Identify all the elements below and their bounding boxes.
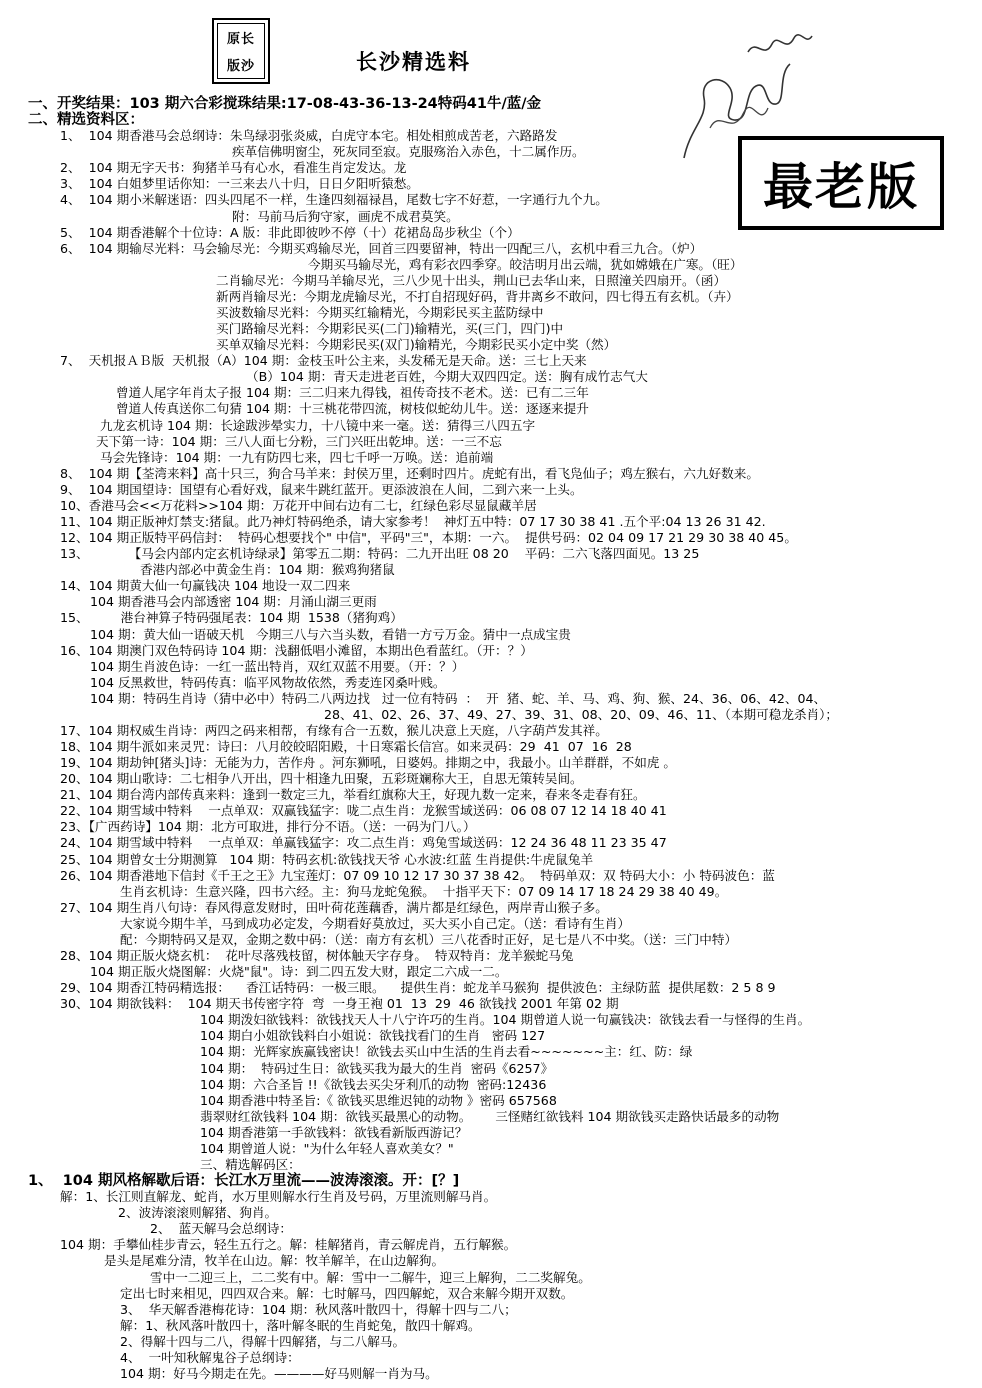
text-line: 9、 104 期国望诗：国望有心看好戏，鼠来牛跳红蓝开。更添波浪在人间，二到六来一上头。 (60, 482, 583, 497)
text-line: （B）104 期：青天走进老百姓，今期大双四四定。送：胸有成竹志气大 (246, 369, 648, 384)
text-line: 2、波涛滚滚则解猪、狗肖。 (118, 1205, 278, 1220)
text-line: 附：马前马后狗守家，画虎不成君莫笑。 (232, 209, 459, 224)
text-line: 1、 104 期香港马会总纲诗：朱鸟绿羽张炎威，白虎守本宅。相处相煎成苦老，六路路发 (60, 128, 558, 143)
text-line: 20、104 期山歌诗：二七相争八开出，四十相逢九田聚，五彩斑斓称大王，自思无策转吴间。 (60, 771, 583, 786)
text-line: 8、 104 期【荃湾来料】高十只三，狗合马羊来：封侯万里，还剩时四片。虎蛇有出，看飞凫仙子；鸡左猴右，六九好数来。 (60, 466, 759, 481)
text-line: 104 期香港马会内部透密 104 期：月涌山湖三更雨 (90, 594, 377, 609)
text-line: 曾道人传真送你二句猜 104 期：十三桃花带四流，树枝似蛇幼儿牛。送：逐逐来提升 (116, 401, 589, 416)
text-line: 天下第一诗：104 期：三八人面七分粉，三门兴旺出乾坤。送：一三不忘 (96, 434, 502, 449)
text-line: 曾道人尾字年肖太子报 104 期：三二归来九得钱，祖传奇技不老术。送：已有二三年 (116, 385, 589, 400)
text-line: 买单双输尽光料：今期彩民买(双门)输精光，今期彩民买小定中奖（然） (216, 337, 617, 352)
text-line: 5、 104 期香港解个十位诗：A 版：非此即彼吵不停（十）花裙岛岛步秋尘（个） (60, 225, 520, 240)
text-line: 104 期泼妇欲钱料：欲钱找天人十八宁许巧的生肖。104 期曾道人说一句赢钱决：欲钱去看一与怪得的生肖。 (200, 1012, 811, 1027)
text-line: 香港内部必中黄金生肖：104 期：猴鸡狗猪鼠 (140, 562, 395, 577)
text-line: 雪中一二迎三上，二二奖有中。解：雪中一二解牛，迎三上解狗，二二奖解兔。 (150, 1270, 591, 1285)
section-heading: 二、精选资料区： (28, 112, 144, 128)
text-line: 104 期：黄大仙一语破天机 今期三八与六当头数，看错一方亏万金。猜中一点成宝贵 (90, 627, 571, 642)
text-line: 24、104 期雪域中特料 一点单双：单赢钱猛字：攻二点生肖：鸡兔雪域送码：12 24 36 48 11 23 35 47 (60, 835, 667, 850)
text-line: 九龙玄机诗 104 期：长途跋涉晕实力，十八镜中来一毫。送：猜得三八四五字 (100, 418, 536, 433)
text-line: 2、 蓝天解马会总纲诗： (150, 1221, 292, 1236)
text-line: 104 期香港中特圣旨:《 欲钱买思维迟钝的动物 》密码 657568 (200, 1093, 557, 1108)
text-line: 6、 104 期输尽光料：马会输尽光：今期买鸡输尽光，回首三四要留神，特出一四配三八，玄机中看三九合。（炉） (60, 241, 703, 256)
text-line: 13、 【马会内部内定玄机诗绿录】第零五二期：特码：二九开出旺 08 20 平码：二六飞落四面见。13 25 (60, 546, 700, 561)
oldest-version-badge: 最老版 (738, 136, 944, 230)
text-line: 买波数输尽光料：今期买红输精光，今期彩民买主蓝防绿中 (216, 305, 544, 320)
logo-text-top: 原长 (226, 32, 255, 47)
text-line: 104 期：好马今期走在先。————好马则解一肖为马。 (120, 1366, 438, 1381)
text-line: 28、41、02、26、37、49、27、39、31、08、20、09、46、11、（本期可稳龙杀肖）； (324, 707, 839, 722)
text-line: 定出七时来相见，四四双合来。解：七时解马，四四解蛇，双合来解今期开双数。 (120, 1286, 574, 1301)
text-line: 11、104 期正版神灯禁支:猪鼠。此乃神灯特码绝杀，请大家参考！ 神灯五中特：07 17 30 38 41 .五个平:04 13 26 31 42. (60, 514, 766, 529)
text-line: 30、104 期欲钱料： 104 期天书传密字符 弯 一身王袍 01 13 29 46 欲钱找 2001 年第 02 期 (60, 996, 619, 1011)
logo-text-bottom: 版沙 (226, 59, 255, 74)
text-line: 2、得解十四与二八，得解十四解猪，与二八解马。 (120, 1334, 406, 1349)
text-line: 18、104 期牛派如来灵咒：诗曰：八月皎皎昭阳殿，十日寒霜长信宫。如来灵码：29 41 07 16 28 (60, 739, 632, 754)
text-line: 解：1、长江则直解龙、蛇肖，水万里则解水行生肖及号码，万里流则解马肖。 (60, 1189, 497, 1204)
text-line: 104 期香港第一手欲钱料：欲钱看新版西游记？ (200, 1125, 468, 1140)
text-line: 解：1、秋风落叶散四十，落叶解冬眠的生肖蛇兔，散四十解鸡。 (120, 1318, 481, 1333)
text-line: 104 反黑救世，特码传真：临平风物故依然，秀麦连冈桑叶贱。 (90, 675, 446, 690)
text-line: 是头是尾难分清，牧羊在山边。解：牧羊解羊，在山边解狗。 (104, 1253, 445, 1268)
text-line: 16、104 期澳门双色特码诗 104 期：浅翻低唱小滩留，本期出色看蓝红。（开：？） (60, 643, 533, 658)
text-line: 三、精选解码区： (200, 1157, 301, 1172)
text-line: 29、104 期香江特码精选报： 香江话特码：一极三眼。 提供生肖：蛇龙羊马猴狗 提供波色：主绿防蓝 提供尾数：2 5 8 9 (60, 980, 776, 995)
text-line: 23、【广西药诗】104 期：北方可取进，排行分不语。（送：一码为门八。） (60, 819, 476, 834)
text-line: 14、104 期黄大仙一句赢钱决 104 地设一双二四来 (60, 578, 351, 593)
text-line: 7、 天机报ＡＢ版 天机报（A）104 期：金枝玉叶公主来，头发稀无是天命。送：三七上天来 (60, 353, 587, 368)
text-line: 新两肖输尽光：今期龙虎输尽光，不打自招现好码，背井离乡不敢问，四七得五有玄机。（卉） (216, 289, 739, 304)
text-line: 15、 港台神算子特码强尾表：104 期 1538（猪狗鸡） (60, 610, 403, 625)
text-line: 19、104 期劫钟[猪头]诗：无能为力，苦作舟 。河东狮吼，日婆妈。排期之中，我最小。山羊群群，不如虎 。 (60, 755, 677, 770)
text-line: 25、104 期曾女士分期测算 104 期：特码玄机:欲钱找天爷 心水波:红蓝 生肖提供:牛虎鼠兔羊 (60, 852, 594, 867)
text-line: 104 期：手攀仙桂步青云，轻生五行之。解：桂解猪肖，青云解虎肖，五行解猴。 (60, 1237, 517, 1252)
section-heading: 1、 104 期风格解歇后语：长江水万里流——波涛滚滚。开：[？] (28, 1173, 460, 1189)
text-line: 配：今期特码又是双，金期之数中码：（送：南方有玄机）三八花香时正好，足七是八不中奖。（送：三门中特） (120, 932, 738, 947)
text-line: 27、104 期生肖八句诗：春风得意发财时，田叶荷花莲藕香，满片都是红绿色，两岸青山猴子多。 (60, 900, 608, 915)
text-line: 12、104 期正版特平码信封： 特码心想要找个" 中信"，平码"三"，本期：一六。 提供号码：02 04 09 17 21 29 30 38 40 45。 (60, 530, 797, 545)
text-line: 二肖输尽光：今期马羊输尽光，三八少见十出头，荆山已去华山来，日照潼关四扇开。（函） (216, 273, 727, 288)
text-line: 生肖玄机诗：生意兴隆，四书六经。主：狗马龙蛇兔猴。 十指平天下：07 09 14 17 18 24 29 38 40 49。 (120, 884, 728, 899)
result-line: 一、开奖结果：103 期六合彩搅珠结果:17-08-43-36-13-24特码41牛/蓝/金 (28, 96, 542, 112)
text-line: 10、香港马会<<万花料>>104 期：万花开中间右边有二七，红绿色彩尽显鼠藏羊居 (60, 498, 537, 513)
text-line: 22、104 期雪域中特料 一点单双：双赢钱猛字：咙二点生肖：龙猴雪域送码：06 08 07 12 14 18 40 41 (60, 803, 667, 818)
text-line: 104 期曾道人说："为什么年轻人喜欢美女？" (200, 1141, 454, 1156)
text-line: 104 期：光辉家族赢钱密诀！欲钱去买山中生活的生肖去看~~~~~~~主：红、防：绿 (200, 1044, 693, 1059)
text-line: 28、104 期正版火烧玄机： 花叶尽落残枝留，树体触天字存身。 特双特肖：龙羊猴蛇马兔 (60, 948, 574, 963)
text-line: 大家说今期牛羊，马到成功必定发，今期看好莫放过，买大买小自己定。（送：看诗有生肖） (120, 916, 631, 931)
text-line: 104 期： 特码过生日：欲钱买我为最大的生肖 密码《6257》 (200, 1061, 554, 1076)
text-line: 4、 一叶知秋解鬼谷子总纲诗： (120, 1350, 300, 1365)
text-line: 2、 104 期无字天书：狗猪羊马有心水，看准生肖定发达。龙 (60, 160, 407, 175)
text-line: 疾革信佛明窗尘，死灰同至寂。克服殇治入赤色，十二属作历。 (232, 144, 585, 159)
text-line: 马会先锋诗：104 期：一九有防四七来，四七千呼一万唤。送：追前端 (100, 450, 494, 465)
text-line: 104 期：六合圣旨 !!《欲钱去买尖牙利爪的动物 密码:12436 (200, 1077, 547, 1092)
text-line: 104 期：特码生肖诗（猜中必中）特码二八两边找 过一位有特码 ： 开 猪、蛇、羊、马、鸡、狗、猴、24、36、06、42、04、 (90, 691, 827, 706)
text-line: 104 期白小姐欲钱料白小姐说：欲钱找看门的生肖 密码 127 (200, 1028, 546, 1043)
text-line: 21、104 期台湾内部传真来料：逢到一数定三九，举看红旗称大王，好现九数一定来，春来冬走春有狂。 (60, 787, 646, 802)
text-line: 翡翠财红欲钱料 104 期：欲钱买最黑心的动物。 三怪赌红欲钱料 104 期欲钱买走路快话最多的动物 (200, 1109, 780, 1124)
text-line: 104 期生肖波色诗：一红一蓝出特肖，双红双蓝不用要。（开：？） (90, 659, 465, 674)
text-line: 26、104 期香港地下信封《千王之王》九宝莲灯：07 09 10 12 17 30 37 38 42。 特码单双：双 特码大小：小 特码波色：蓝 (60, 868, 775, 883)
text-line: 104 期正版火烧图解：火烧"鼠"。诗：到二四五发大财，跟定二六成一二。 (90, 964, 508, 979)
text-line: 4、 104 期小米解迷语：四头四尾不一样，生逢四刻福禄昌，尾数七字不好惹，一字通行九个九。 (60, 192, 608, 207)
text-line: 今期买马输尽光，鸡有彩衣四季穿。皎洁明月出云端，犹如嫦娥在广寒。（旺） (308, 257, 743, 272)
text-line: 3、 104 白姐梦里话你知：一三来去八十归，日日夕阳听猿愁。 (60, 176, 419, 191)
text-line: 买门路输尽光料：今期彩民买(二门)输精光，买(三门，四门)中 (216, 321, 564, 336)
page-title: 长沙精选料 (356, 50, 471, 74)
text-line: 17、104 期权威生肖诗：两四之码来相帮，有缘有合一五数，猴儿决意上天庭，八字葫芦发其祥。 (60, 723, 608, 738)
text-line: 3、 华天解香港梅花诗：104 期：秋风落叶散四十，得解十四与二八； (120, 1302, 517, 1317)
